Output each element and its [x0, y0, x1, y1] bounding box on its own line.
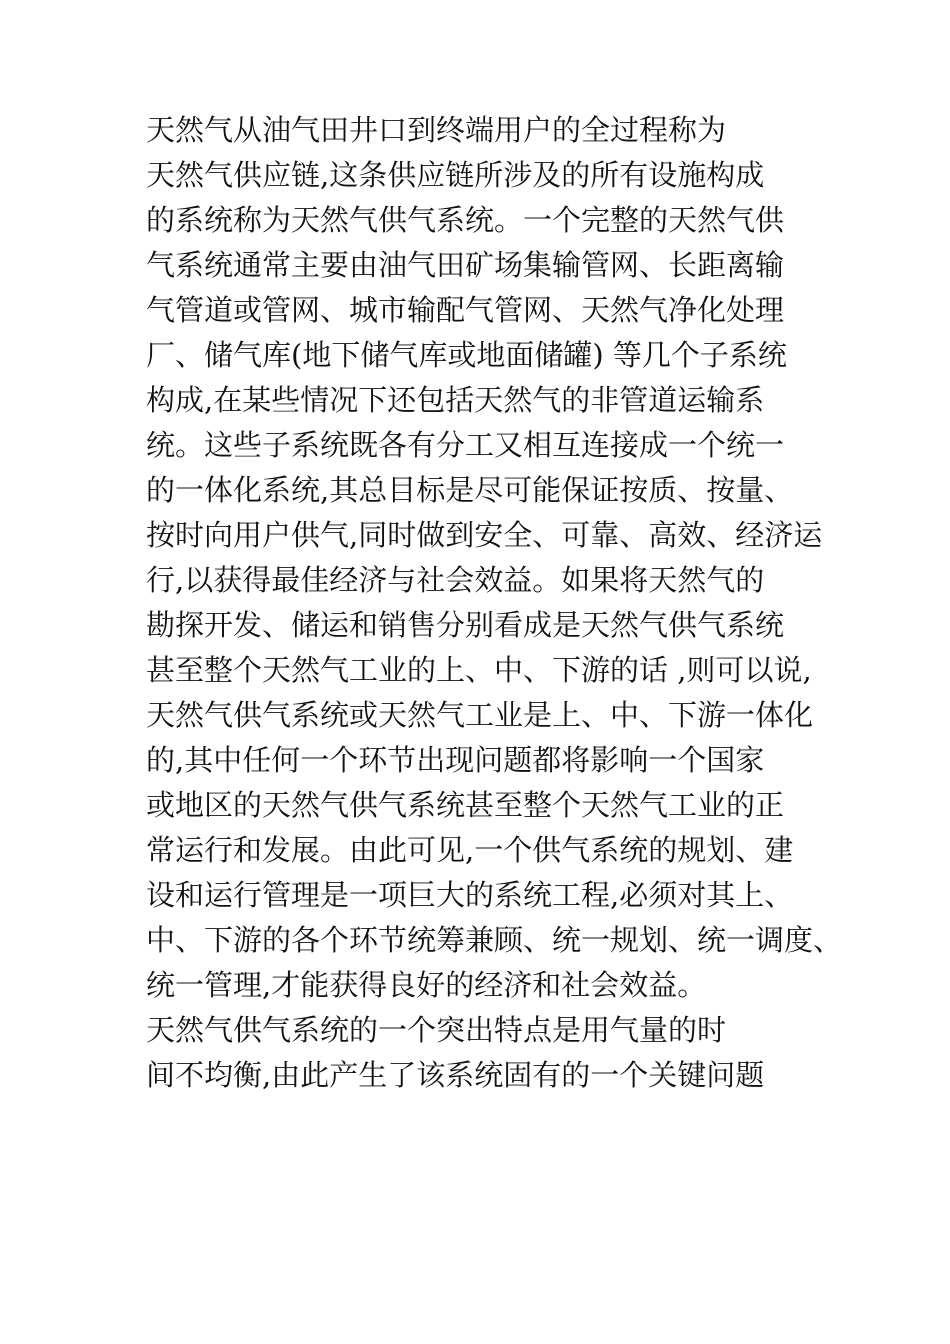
text-line: 天然气供气系统的一个突出特点是用气量的时: [146, 1013, 727, 1047]
text-line: 的系统称为天然气供气系统。一个完整的天然气供: [146, 203, 785, 237]
body-text: [146, 108, 846, 1098]
text-line: 统。这些子系统既各有分工又相互连接成一个统一: [146, 428, 785, 462]
text-line: 气管道或管网、城市输配气管网、天然气净化处理: [146, 293, 785, 327]
text-line: 天然气从油气田井口到终端用户的全过程称为: [146, 113, 727, 147]
text-line: 厂、储气库(地下储气库或地面储罐) 等几个子系统: [146, 338, 787, 372]
text-line: 勘探开发、储运和销售分别看成是天然气供气系统: [146, 608, 785, 642]
text-line: 间不均衡,由此产生了该系统固有的一个关键问题: [146, 1058, 765, 1092]
text-line: 中、下游的各个环节统筹兼顾、统一规划、统一调度、: [146, 923, 843, 957]
text-line: 天然气供气系统或天然气工业是上、中、下游一体化: [146, 698, 814, 732]
text-line: 气系统通常主要由油气田矿场集输管网、长距离输: [146, 248, 785, 282]
text-line: 行,以获得最佳经济与社会效益。如果将天然气的: [146, 563, 765, 597]
text-line: 构成,在某些情况下还包括天然气的非管道运输系: [146, 383, 765, 417]
text-line: 的一体化系统,其总目标是尽可能保证按质、按量、: [146, 473, 794, 507]
text-line: 按时向用户供气,同时做到安全、可靠、高效、经济运: [146, 518, 823, 552]
text-line: 常运行和发展。由此可见,一个供气系统的规划、建: [146, 833, 794, 867]
text-line: 设和运行管理是一项巨大的系统工程,必须对其上、: [146, 878, 794, 912]
text-line: 的,其中任何一个环节出现问题都将影响一个国家: [146, 743, 765, 777]
text-line: 甚至整个天然气工业的上、中、下游的话 ,则可以说,: [146, 653, 812, 687]
text-line: 或地区的天然气供气系统甚至整个天然气工业的正: [146, 788, 785, 822]
text-line: 统一管理,才能获得良好的经济和社会效益。: [146, 968, 707, 1002]
text-line: 天然气供应链,这条供应链所涉及的所有设施构成: [146, 158, 765, 192]
